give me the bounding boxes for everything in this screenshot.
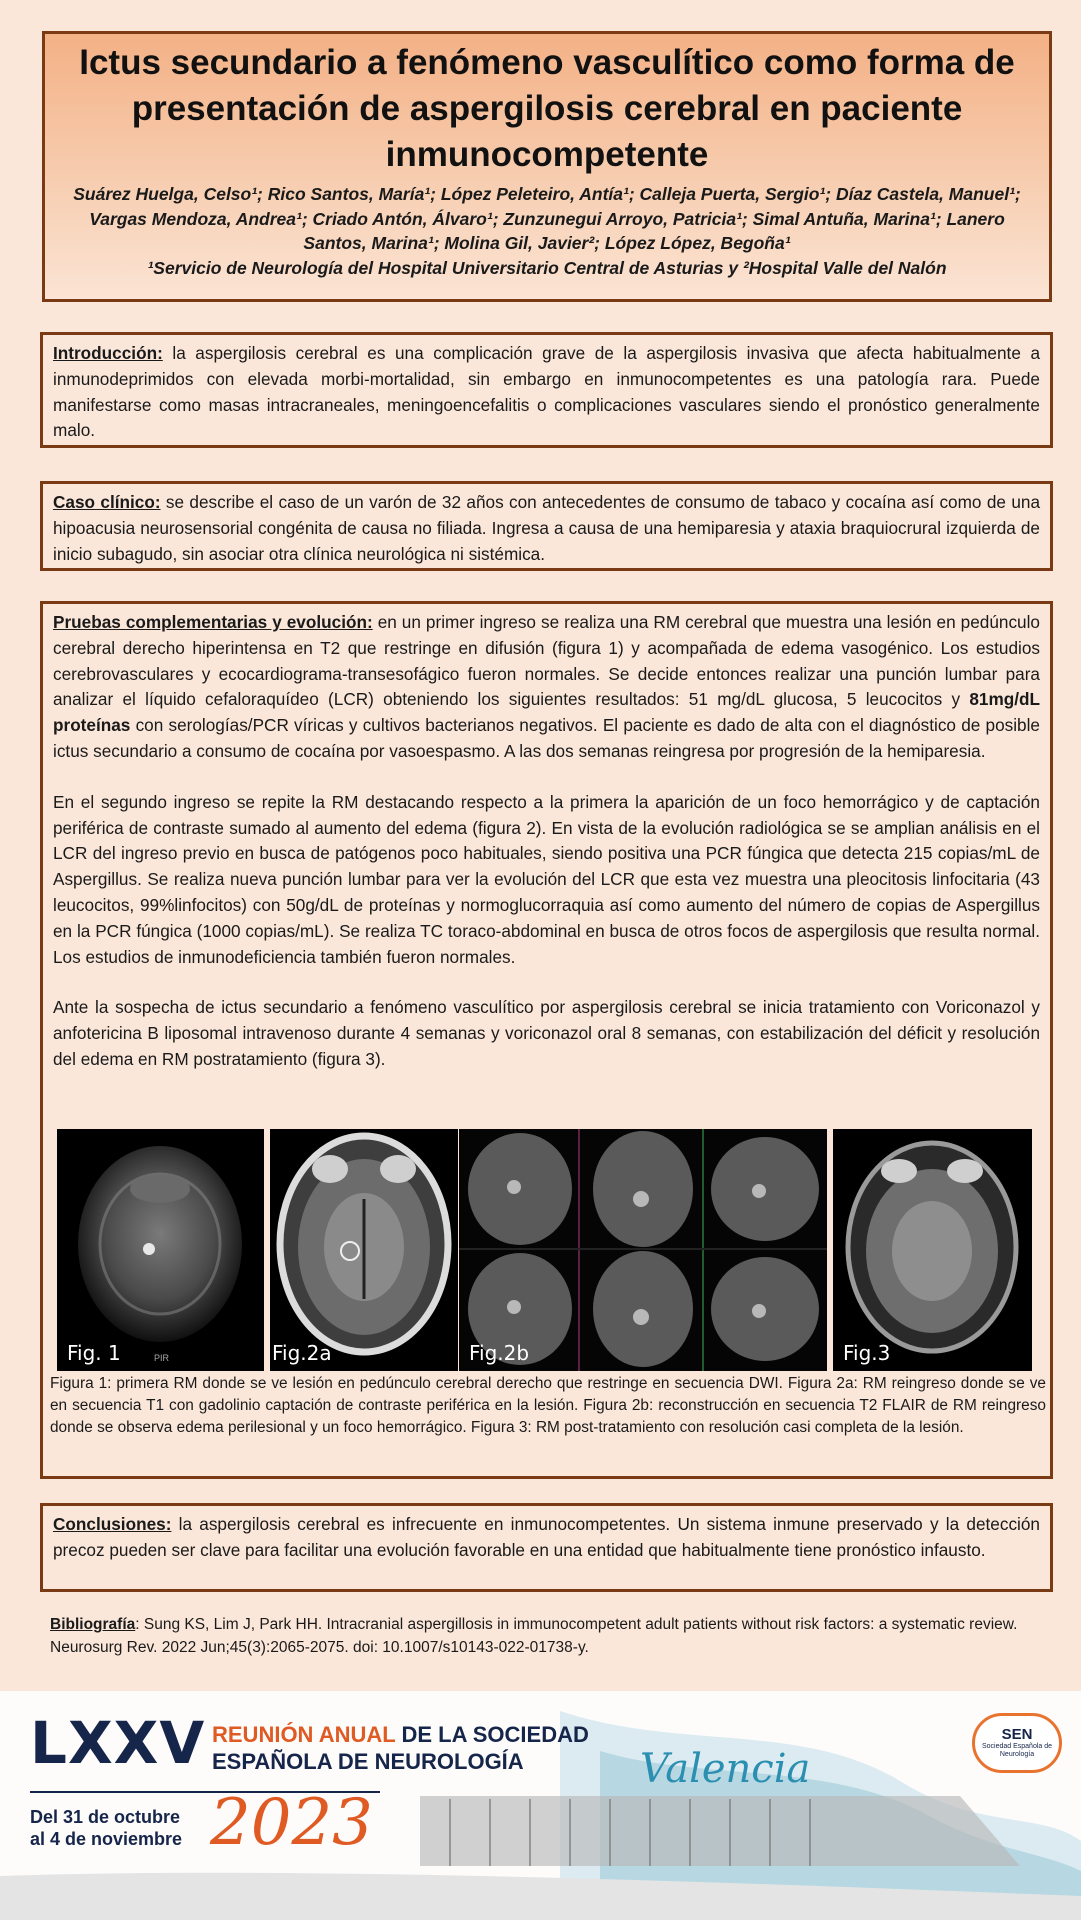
fig1-label: Fig. 1 [67, 1341, 121, 1365]
intro-label: Introducción: [53, 343, 163, 363]
reunion-line2: ESPAÑOLA DE NEUROLOGÍA [212, 1749, 524, 1774]
city-name: Valencia [640, 1746, 811, 1792]
pruebas-label: Pruebas complementarias y evolución: [53, 612, 373, 632]
sen-logo-text: SEN [1001, 1726, 1033, 1743]
bibliografia-text: : Sung KS, Lim J, Park HH. Intracranial aspergillosis in immunocompetent adult patients without risk factors: a systematic review. Neurosurg Rev. 2022 Jun;45(3):2065-2075. doi: 10.1007/s10143-022-01738-y. [50, 1616, 1018, 1656]
title-box [42, 31, 1052, 302]
poster-title: Ictus secundario a fenómeno vasculítico como forma de presentación de aspergilosis cerebral en paciente inmunocompetente [79, 43, 1015, 174]
authors: Suárez Huelga, Celso¹; Rico Santos, María¹; López Peleteiro, Antía¹; Calleja Puerta, Sergio¹; Díaz Castela, Manuel¹; Vargas Mendoza, Andrea¹; Criado Antón, Álvaro¹; Zunzunegui Arroyo, Patricia¹; Simal Antuña, Marina¹; Lanero Santos, Marina¹; Molina Gil, Javier²; López López, Begoña¹ [73, 184, 1021, 253]
pruebas-p1c: con serologías/PCR víricas y cultivos bacterianos negativos. El paciente es dado de alta con el diagnóstico de posible ictus secundario a consumo de cocaína por vasoespasmo. A las dos semanas reingresa por progresión de la hemiparesia. [53, 715, 1040, 761]
fig2b-label: Fig.2b [469, 1341, 530, 1365]
fecha-line2: al 4 de noviembre [30, 1829, 183, 1849]
lxxv-logo: LXXV [30, 1709, 206, 1777]
figure-row [57, 1129, 1032, 1371]
bibliografia [50, 1613, 1040, 1659]
reunion-line1a: REUNIÓN ANUAL [212, 1722, 396, 1747]
conclusiones-section [40, 1503, 1053, 1592]
congress-banner [0, 1691, 1081, 1920]
caso-text: se describe el caso de un varón de 32 años con antecedentes de consumo de tabaco y cocaína así como de una hipoacusia neurosensorial congénita de causa no filiada. Ingresa a causa de una hemiparesia y ataxia braquiocrural izquierda de inicio subagudo, sin asociar otra clínica neurológica ni sistémica. [53, 492, 1041, 564]
intro-text: la aspergilosis cerebral es una complicación grave de la aspergilosis invasiva que afecta habitualmente a inmunodeprimidos con elevada morbi-mortalidad, sin embargo en inmunocompetentes es una patología rara. Puede manifestarse como masas intracraneales, meningoencefalitis o complicaciones vasculares siendo el pronóstico generalmente malo. [53, 343, 1040, 441]
pir-label: PIR [154, 1353, 170, 1363]
mri-post-treatment-image [833, 1129, 1032, 1371]
mri-flair-grid-image [459, 1129, 827, 1371]
conclusiones-text: la aspergilosis cerebral es infrecuente en inmunocompetentes. Un sistema inmune preservado y la detección precoz pueden ser clave para facilitar una evolución favorable en una entidad que habitualmente tiene pronóstico infausto. [53, 1514, 1040, 1560]
conclusiones-label: Conclusiones: [53, 1514, 172, 1534]
pruebas-p1a: en un primer ingreso se realiza una RM cerebral que muestra una lesión en pedúnculo cerebral derecho hiperintensa en T2 que restringe en difusión (figura 1) y acompañada de edema vasogénico. Los estudios cerebrovasculares y ecocardiograma-transesofágico fueron normales. Se decide entonces realizar una punción lumbar para analizar el líquido cefaloraquídeo (LCR) obteniendo los siguientes resultados: 51 mg/dL glucosa, 5 leucocitos y [53, 612, 1040, 710]
pruebas-p3: Ante la sospecha de ictus secundario a fenómeno vasculítico por aspergilosis cerebral se inicia tratamiento con Voriconazol y anfotericina B liposomal intravenoso durante 4 semanas y voriconazol oral 8 semanas, con estabilización del déficit y resolución del edema en RM postratamiento (figura 3). [53, 997, 1040, 1069]
figure-1 [57, 1129, 264, 1371]
sen-logo-subtext: Sociedad Española de Neurología [981, 1743, 1053, 1758]
caso-section [40, 481, 1053, 571]
figure-2a [270, 1129, 458, 1371]
sen-logo [972, 1713, 1062, 1773]
bibliografia-label: Bibliografía [50, 1616, 136, 1633]
year: 2023 [210, 1786, 373, 1860]
fecha-line1: Del 31 de octubre [30, 1807, 181, 1827]
intro-section [40, 332, 1053, 448]
figure-caption: Figura 1: primera RM donde se ve lesión en pedúnculo cerebral derecho que restringe en secuencia DWI. Figura 2a: RM reingreso donde se ve en secuencia T1 con gadolinio captación de contraste periférica en la lesión. Figura 2b: reconstrucción en secuencia T2 FLAIR de RM reingreso donde se observa edema perilesional y un foco hemorrágico. Figura 3: RM post-tratamiento con resolución casi completa de la lesión. [50, 1375, 1046, 1436]
figure-2b [459, 1129, 827, 1371]
proteinas-value: 81mg/dL proteínas [53, 689, 1040, 736]
fig3-label: Fig.3 [843, 1341, 891, 1365]
fechas [30, 1806, 182, 1850]
pruebas-p2: En el segundo ingreso se repite la RM destacando respecto a la primera la aparición de un foco hemorrágico y de captación periférica de contraste sumado al aumento del edema (figura 2). En vista de la evolución radiológica se se amplian análisis en el LCR del ingreso previo en busca de patógenos poco habituales, siendo positiva una PCR fúngica que detecta 215 copias/mL de Aspergillus. Se realiza nueva punción lumbar para ver la evolución del LCR que esta vez muestra una pleocitosis linfocitaria (43 leucocitos, 99%linfocitos) con 50g/dL de proteínas y normoglucorraquia así como aumento del número de copias de Aspergillus en la PCR fúngica (1000 copias/mL). Se realiza TC toraco-abdominal en busca de otros focos de aspergilosis que resulta normal. Los estudios de inmunodeficiencia también fueron normales. [53, 791, 1040, 967]
reunion-line1b: DE LA SOCIEDAD [395, 1722, 589, 1747]
mri-t1-gad-image [270, 1129, 458, 1371]
reunion-title [212, 1721, 589, 1775]
figure-3 [833, 1129, 1032, 1371]
affiliation: ¹Servicio de Neurología del Hospital Universitario Central de Asturias y ²Hospital Valle del Nalón [147, 257, 947, 278]
mri-dwi-image [57, 1129, 264, 1371]
fig2a-label: Fig.2a [272, 1341, 332, 1365]
caso-label: Caso clínico: [53, 492, 161, 512]
